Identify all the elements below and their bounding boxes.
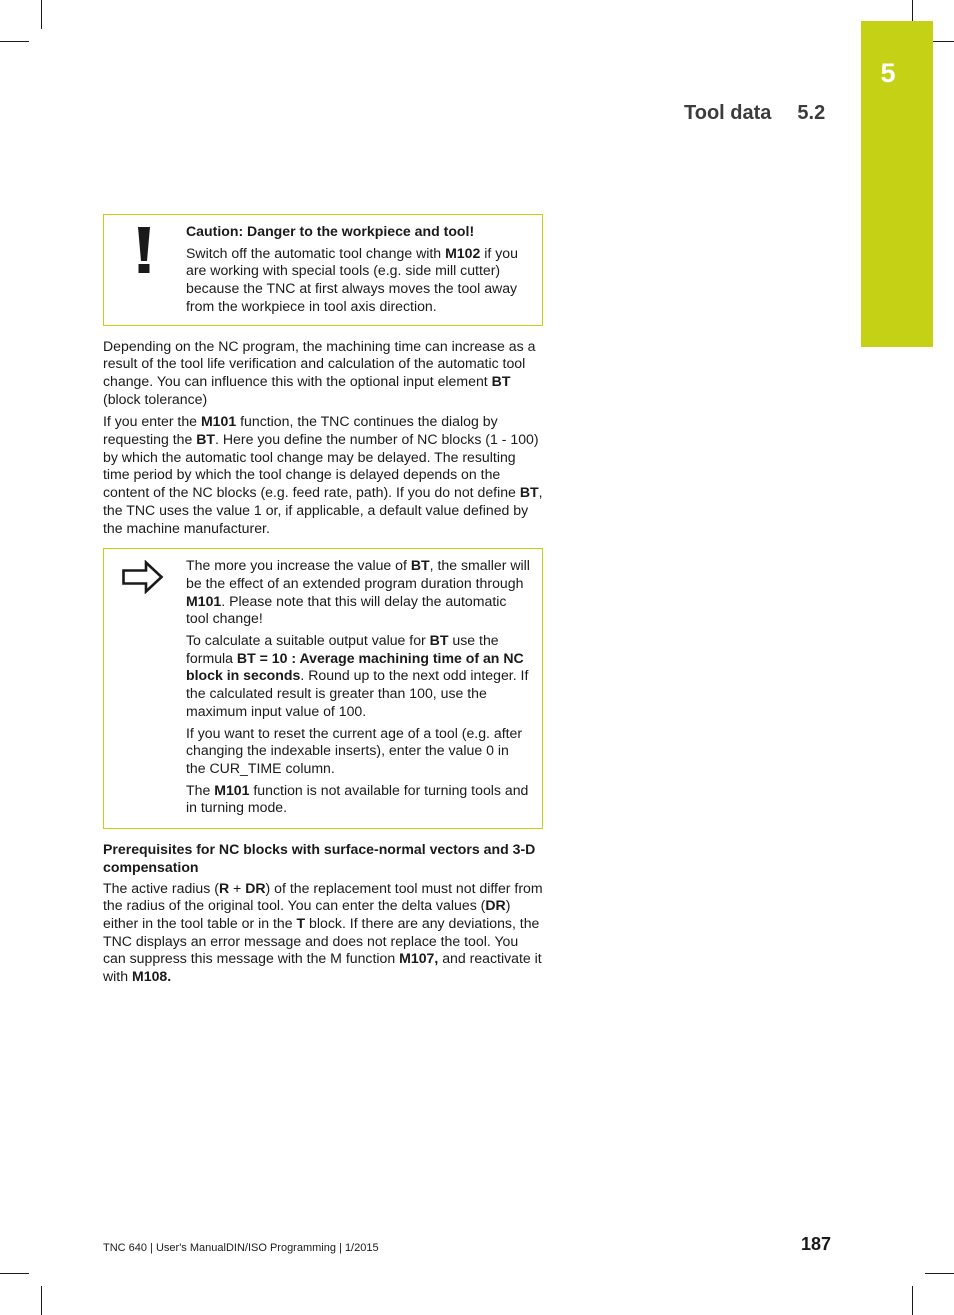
tip-paragraph [186,632,530,721]
code-r: R [218,879,230,896]
crop-mark [912,1286,913,1315]
code-bt: BT [196,431,216,448]
caution-box [103,214,543,326]
crop-mark [0,1273,29,1274]
code-m102: M102 [445,244,481,261]
code-bt: BT [410,557,430,574]
code-bt: BT [491,372,511,389]
tip-paragraph [186,557,530,628]
tip-paragraph [186,782,530,817]
text: block. If there are any deviations, the TNC displays an error message and does not replace the tool. You can suppress this message with the M function [103,914,540,967]
tip-paragraph: If you want to reset the current age of a tool (e.g. after changing the indexable inserts), enter the value 0 in the CUR_TIME column. [186,724,523,776]
exclamation-icon [134,225,154,275]
paragraph-radius [103,880,543,986]
text: The active radius ( [103,879,219,896]
text: function is not available for turning tools and in turning mode. [186,781,529,816]
text: Switch off the automatic tool change with [186,244,446,261]
formula: BT = 10 : Average machining time of an NC block in seconds [186,649,524,684]
text: + [229,879,246,896]
code-bt: BT [519,484,539,501]
text: function, the TNC continues the dialog by requesting the [103,413,498,448]
tip-icon-column [104,549,186,828]
code-m107: M107, [399,950,439,967]
code-t: T [296,914,306,931]
caution-title: Caution: Danger to the workpiece and tool! [186,223,475,239]
crop-mark [925,1273,954,1274]
chapter-number: 5 [880,58,896,88]
caution-icon-column [104,215,186,325]
code-dr: DR [245,879,266,896]
footer-text: TNC 640 | User's ManualDIN/ISO Programming | 1/2015 [103,1242,379,1254]
code-m101: M101 [186,592,222,609]
code-m101: M101 [200,413,237,430]
code-m108: M108. [131,968,172,985]
caution-paragraph [186,245,530,316]
tip-box [103,548,543,829]
text: ) of the replacement tool must not differ from the radius of the original tool. You can enter the delta values ( [103,879,543,914]
code-m101: M101 [214,781,250,798]
section-number: 5.2 [797,102,826,124]
text: (block tolerance) [103,390,208,407]
text: and reactivate it with [103,950,542,985]
text: . Round up to the next odd integer. If the calculated result is greater than 100, use the maximum input value of 100. [186,667,529,719]
text: , the smaller will be the effect of an extended program duration through [186,557,530,591]
paragraph-m101 [103,413,543,537]
text: if you are working with special tools (e.g. side mill cutter) because the TNC at first always moves the tool away from the workpiece in tool axis direction. [186,244,518,314]
crop-mark [41,0,42,29]
caution-text [186,215,542,325]
crop-mark [41,1286,42,1315]
main-content [103,214,543,991]
tip-text [186,549,542,828]
crop-mark [0,41,29,42]
text: If you enter the [103,413,201,430]
page-number: 187 [801,1234,832,1254]
section-title: Tool data [684,102,772,124]
code-dr: DR [485,897,506,914]
running-header [684,102,825,125]
text: Depending on the NC program, the machining time can increase as a result of the tool life verification and calculation of the automatic tool change. You can influence this with the optional input element [103,337,536,389]
text: To calculate a suitable output value for [186,632,430,649]
text: . Here you define the number of NC blocks (1 - 100) by which the automatic tool change may be delayed. The resulting time period by which the tool change is delayed depends on the content of the NC blocks (e.g. feed rate, path). If you do not define [103,431,539,501]
text: ) either in the tool table or in the [103,897,511,931]
text: The more you increase the value of [186,557,411,574]
text: use the formula [186,632,499,666]
text: The [186,781,215,798]
text: . Please note that this will delay the automatic tool change! [186,592,507,627]
text: , the TNC uses the value 1 or, if applicable, a default value defined by the machine manufacturer. [103,484,543,536]
code-bt: BT [429,632,449,649]
paragraph-machining-time [103,338,543,409]
subheading: Prerequisites for NC blocks with surface-normal vectors and 3-D compensation [103,841,536,875]
arrow-right-icon [122,560,164,594]
